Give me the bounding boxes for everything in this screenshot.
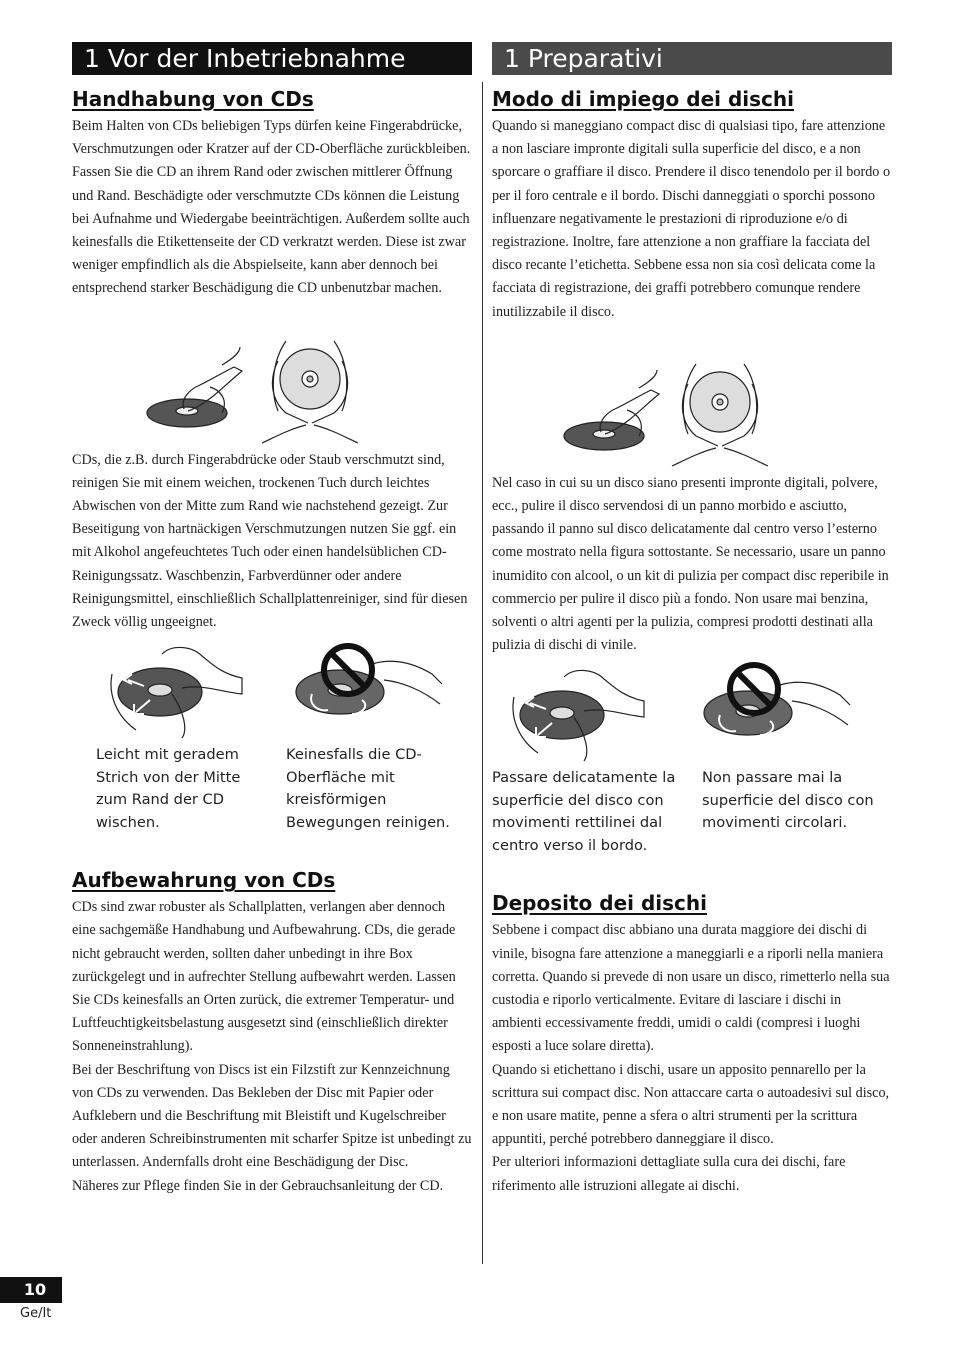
- figure-disc-holding-it: [492, 324, 892, 472]
- caption-wipe-straight-de: Leicht mit geradem Strich von der Mitte zum Rand der CD wischen.: [96, 746, 241, 831]
- wipe-circular-prohibited-illustration: [296, 646, 442, 714]
- chapter-title-de: 1 Vor der Inbetriebnahme: [72, 42, 472, 75]
- text-handling-it: Quando si maneggiano compact disc di qualsiasi tipo, fare attenzione a non lasciare impronte digitali sulla superficie del disco, e a non sporcare o graffiare il disco. Prendere il disco tenendolo per il bordo o per il foro centrale e il bordo. Dischi danneggiati o sporchi possono influenzare negativamente le prestazioni di riproduzione e/o di registrazione. Inoltre, fare attenzione a non graffiare la facciata del disco recante l’etichetta. Sebbene essa non sia così delicata come la facciata di registrazione, dei graffi potrebbero comunque rendere inutilizzabile il disco.: [492, 118, 891, 320]
- storage-paragraph-2-it: Quando si etichettano i dischi, usare un apposito pennarello per la scrittura sui compact disc. Non attaccare carta o autoadesivi sul disco, e non usare matite, penne a sfera o altri strumenti per la scrittura appuntiti, perché potrebbero danneggiare il disco.: [492, 1061, 890, 1148]
- heading-handling-it: Modo di impiego dei dischi: [492, 87, 794, 111]
- hand-on-disc-illustration: [147, 347, 242, 427]
- wipe-straight-illustration: [513, 671, 644, 762]
- heading-storage-de: Aufbewahrung von CDs: [72, 868, 336, 893]
- heading-handling-de: Handhabung von CDs: [72, 87, 314, 111]
- captions-cleaning-de: [72, 744, 472, 834]
- caption-wipe-straight-it: Passare delicatamente la superficie del disco con movimenti rettilinei dal centro verso il bordo.: [492, 769, 676, 854]
- hand-on-disc-illustration: [564, 370, 659, 450]
- caption-wipe-circular-it: Non passare mai la superficie del disco con movimenti circolari.: [702, 769, 874, 832]
- page-number: [0, 1277, 62, 1303]
- italian-column: [492, 42, 892, 1198]
- chapter-title-it: 1 Preparativi: [492, 42, 892, 75]
- storage-paragraph-3-de: Näheres zur Pflege finden Sie in der Gebrauchsanleitung der CD.: [72, 1177, 444, 1194]
- heading-storage-it: Deposito dei dischi: [492, 891, 707, 916]
- page-number-text: 10: [23, 1280, 47, 1299]
- storage-paragraph-3-it: Per ulteriori informazioni dettagliate sulla cura dei dischi, fare riferimento alle istruzioni allegate ai dischi.: [492, 1154, 846, 1194]
- text-storage-de: [72, 896, 472, 1198]
- text-cleaning-it: Nel caso in cui su un disco siano presenti impronte digitali, polvere, ecc., pulire il disco servendosi di un panno morbido e asciutto, passando il panno sul disco delicatamente dal centro verso l’esterno come mostrato nella figura sottostante. Se necessario, usare un panno inumidito con alcool, o un kit di pulizia per compact disc reperibile in commercio per pulire il disco più a fondo. Non usare mai benzina, solventi o altri agenti per la pulizia, compresi prodotti destinati alla pulizia di dischi di vinile.: [492, 474, 889, 654]
- language-code: Ge/It: [20, 1306, 52, 1321]
- wipe-circular-prohibited-illustration: [704, 665, 850, 735]
- text-storage-it: [492, 919, 892, 1197]
- figure-cleaning-it: [492, 657, 892, 767]
- two-hands-edge-illustration: [262, 341, 358, 443]
- column-divider: [482, 82, 483, 1264]
- figure-cleaning-de: [72, 634, 472, 744]
- german-column: [72, 42, 472, 1198]
- wipe-straight-illustration: [111, 648, 242, 739]
- storage-paragraph-1-de: CDs sind zwar robuster als Schallplatten, verlangen aber dennoch eine sachgemäße Handhabung und Aufbewahrung. CDs, die gerade nicht gebraucht werden, sollten daher unbedingt in ihre Box zurückgelegt und in aufrechter Stellung aufbewahrt werden. Lassen Sie CDs keinesfalls an Orten zurück, die extremer Temperatur- und Luftfeuchtigkeitsbelastung ausgesetzt sind (einschließlich direkter Sonneneinstrahlung).: [72, 899, 456, 1055]
- captions-cleaning-it: [492, 767, 892, 857]
- text-cleaning-de: CDs, die z.B. durch Fingerabdrücke oder Staub verschmutzt sind, reinigen Sie mit einem weichen, trockenen Tuch durch leichtes Abwischen von der Mitte zum Rand wie nachstehend gezeigt. Zur Beseitigung von hartnäckigen Verschmutzungen nutzen Sie ggf. ein mit Alkohol angefeuchtetes Tuch oder einen handelsüblichen CD-Reinigungssatz. Waschbenzin, Farbverdünner oder andere Reinigungsmittel, einschließlich Schallplattenreiniger, sind für diesen Zweck völlig ungeeignet.: [72, 451, 468, 631]
- caption-wipe-circular-de: Keinesfalls die CD-Oberfläche mit kreisförmigen Bewegungen reinigen.: [286, 746, 450, 831]
- figure-disc-holding-de: [72, 301, 472, 449]
- storage-paragraph-2-de: Bei der Beschriftung von Discs ist ein Filzstift zur Kennzeichnung von CDs zu verwenden. Das Bekleben der Disc mit Papier oder Aufklebern und die Beschriftung mit Bleistift und Kugelschreiber oder anderen Schreibinstrumenten mit scharfer Spitze ist unbedingt zu unterlassen. Andernfalls droht eine Beschädigung der Disc.: [72, 1061, 472, 1171]
- text-handling-de: Beim Halten von CDs beliebigen Typs dürfen keine Fingerabdrücke, Verschmutzungen oder Kratzer auf der CD-Oberfläche zurückbleiben. Fassen Sie die CD an ihrem Rand oder zwischen mittlerer Öffnung und Rand. Beschädigte oder verschmutzte CDs können die Leistung bei Aufnahme und Wiedergabe beeinträchtigen. Außerdem sollte auch keinesfalls die Etikettenseite der CD verkratzt werden. Diese ist zwar weniger empfindlich als die Abspielseite, kann aber dennoch bei entsprechend starker Beschädigung die CD unbenutzbar machen.: [72, 118, 471, 297]
- storage-paragraph-1-it: Sebbene i compact disc abbiano una durata maggiore dei dischi di vinile, bisogna fare attenzione a maneggiarli e a riporli nella maniera corretta. Quando si prevede di non usare un disco, rimetterlo nella sua custodia e riporlo verticalmente. Evitare di lasciare i dischi in ambienti eccessivamente freddi, umidi o caldi (compresi i luoghi esposti a luce solare diretta).: [492, 922, 890, 1055]
- two-hands-edge-illustration: [672, 364, 768, 466]
